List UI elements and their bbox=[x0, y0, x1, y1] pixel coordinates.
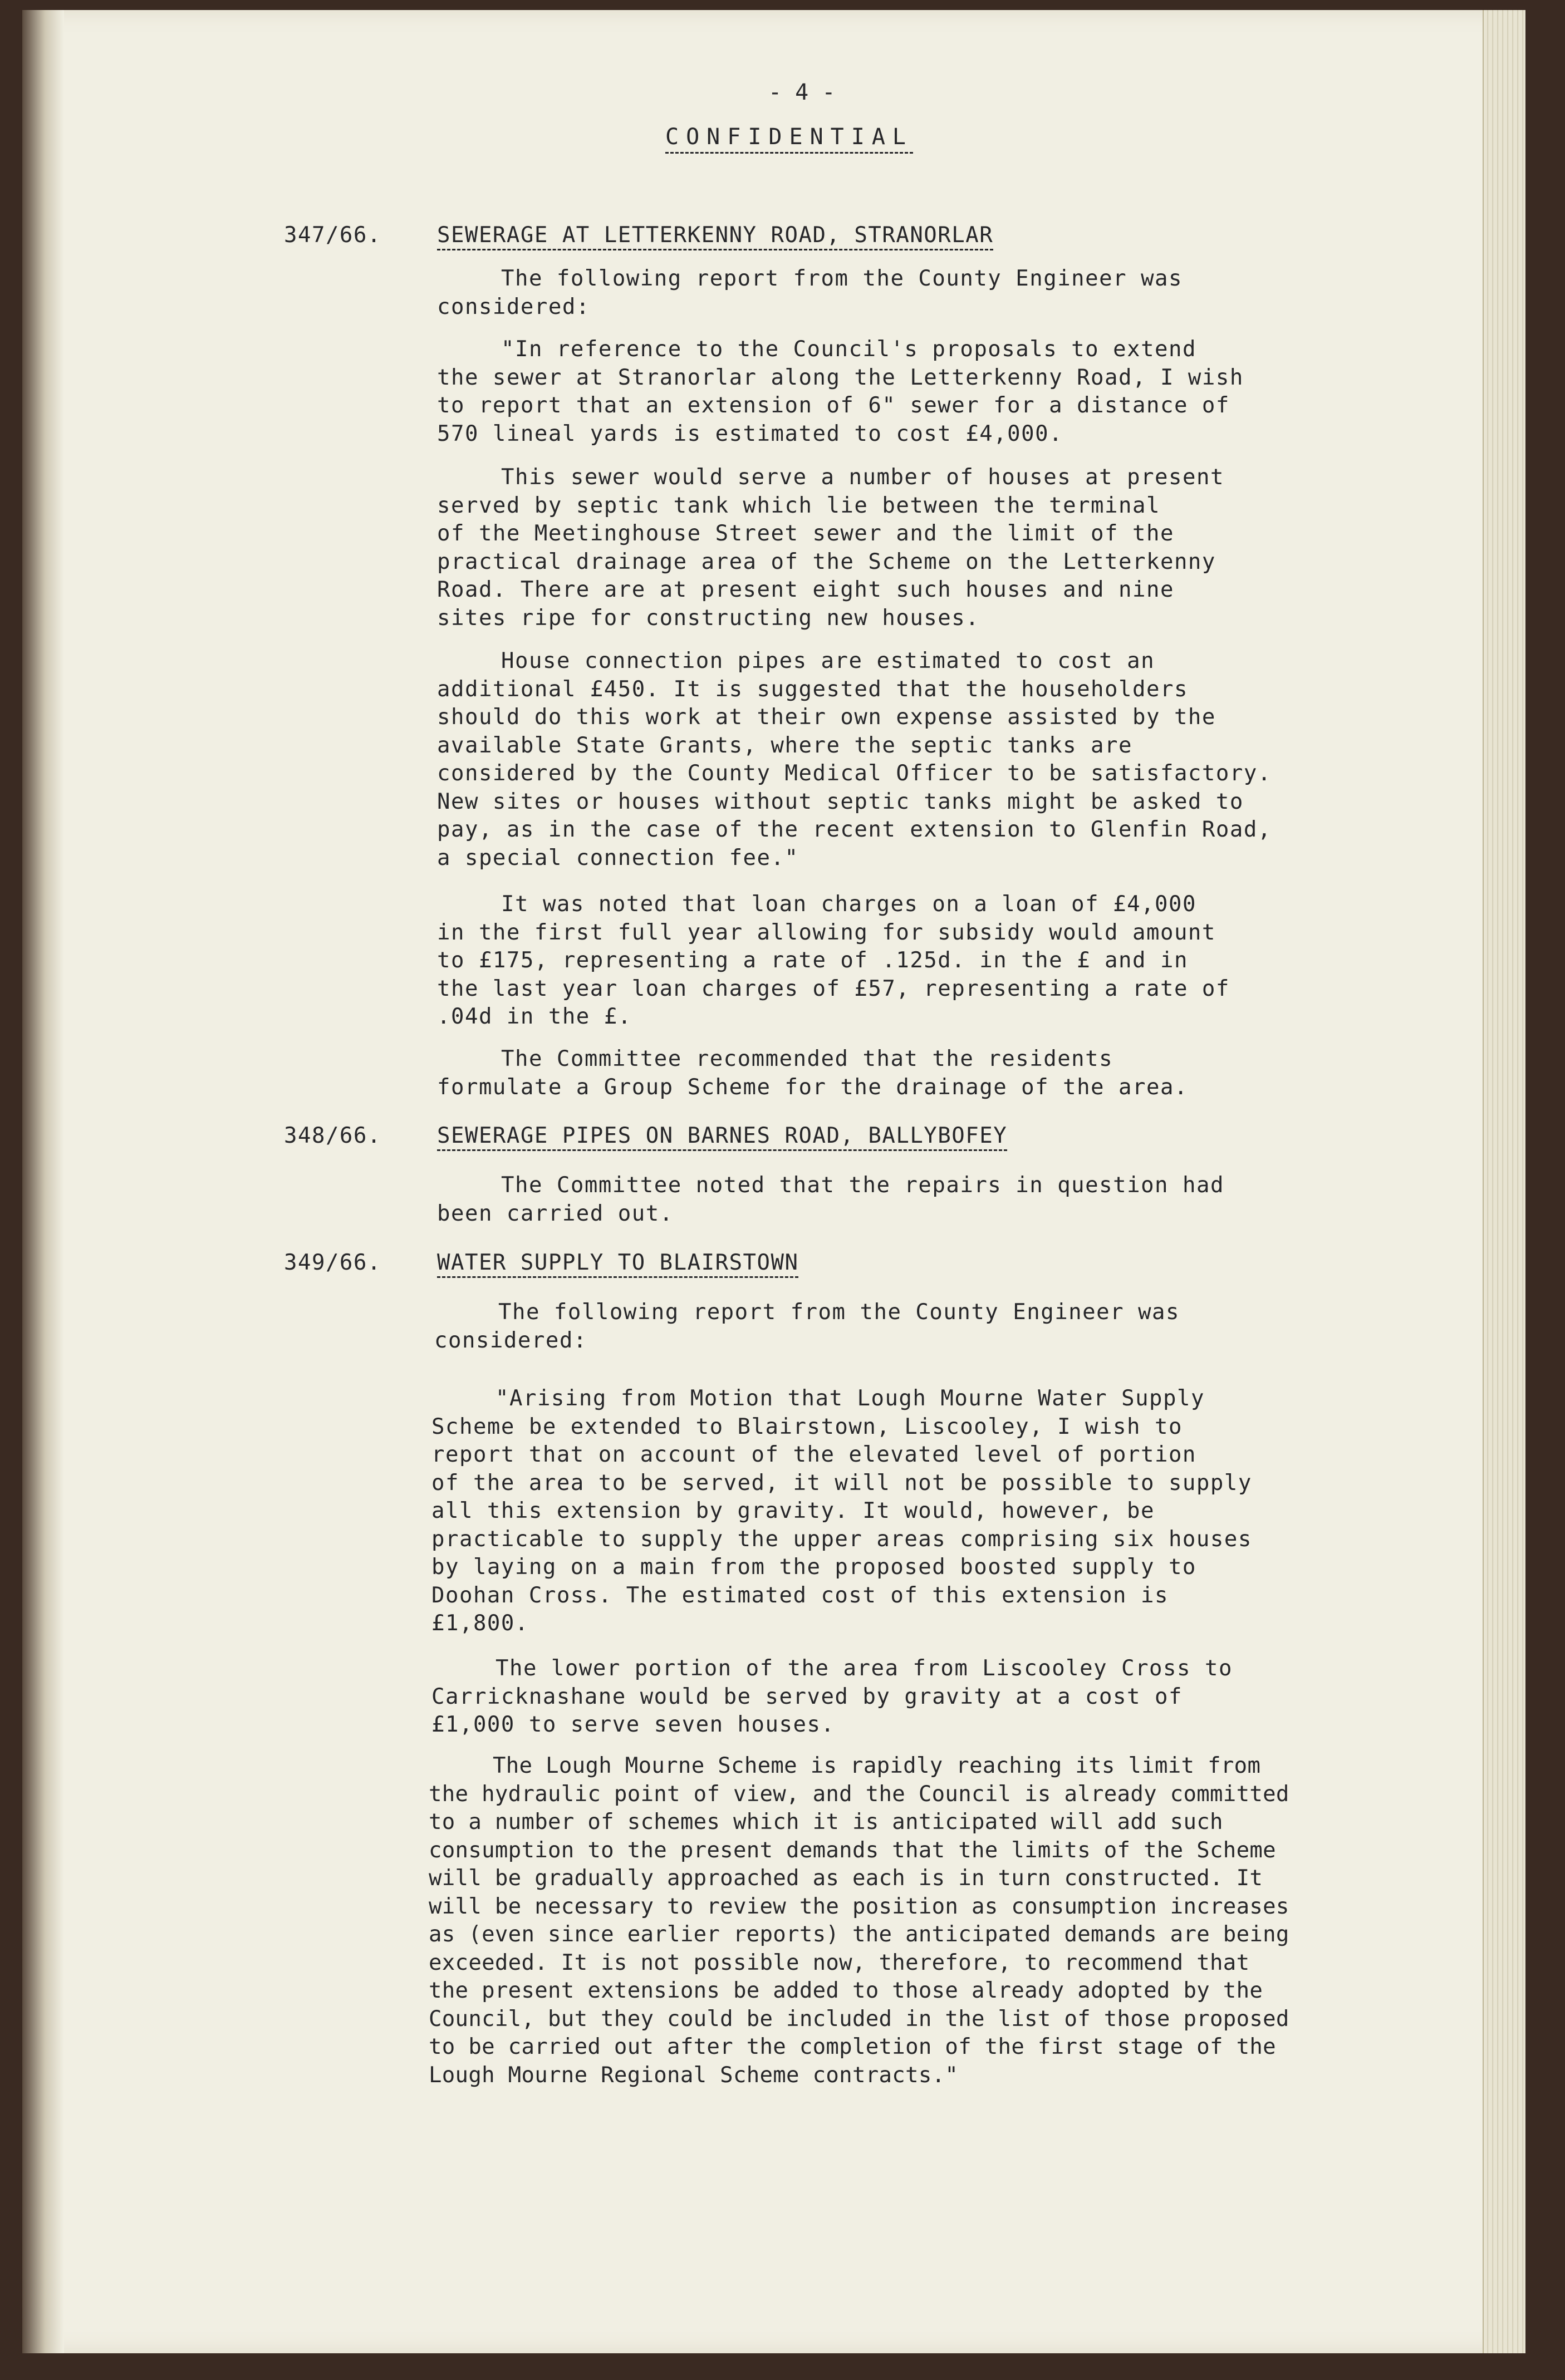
text-line: The following report from the County Engineer was bbox=[501, 266, 1183, 291]
text-line: consumption to the present demands that the limits of the Scheme bbox=[429, 1837, 1276, 1863]
text-line: served by septic tank which lie between the terminal bbox=[437, 493, 1160, 518]
text-line: "In reference to the Council's proposals to extend bbox=[501, 337, 1196, 362]
item-number: 347/66. bbox=[284, 223, 381, 248]
text-line: 570 lineal yards is estimated to cost £4,000. bbox=[437, 421, 1063, 446]
text-line: £1,000 to serve seven houses. bbox=[431, 1712, 835, 1737]
text-line: "Arising from Motion that Lough Mourne Water Supply bbox=[495, 1386, 1205, 1411]
paragraph bbox=[437, 1045, 1188, 1102]
text-line: considered by the County Medical Officer to be satisfactory. bbox=[437, 761, 1272, 786]
text-line: .04d in the £. bbox=[437, 1004, 632, 1029]
paragraph bbox=[437, 336, 1244, 448]
text-line: to report that an extension of 6" sewer for a distance of bbox=[437, 393, 1230, 418]
text-line: sites ripe for constructing new houses. bbox=[437, 605, 980, 631]
text-line: to be carried out after the completion of the first stage of the bbox=[429, 2034, 1276, 2059]
text-line: Doohan Cross. The estimated cost of this extension is bbox=[431, 1582, 1169, 1608]
page-number: - 4 - bbox=[768, 80, 836, 105]
text-line: Lough Mourne Regional Scheme contracts." bbox=[429, 2062, 959, 2088]
text-line: The Lough Mourne Scheme is rapidly reaching its limit from bbox=[493, 1753, 1261, 1778]
text-line: It was noted that loan charges on a loan of £4,000 bbox=[501, 892, 1196, 917]
text-line: report that on account of the elevated level of portion bbox=[431, 1442, 1196, 1467]
book-binding bbox=[22, 10, 64, 2353]
paragraph bbox=[437, 464, 1224, 632]
text-line: to a number of schemes which it is anticipated will add such bbox=[429, 1809, 1223, 1835]
paragraph bbox=[429, 1752, 1289, 2089]
text-line: practicable to supply the upper areas comprising six houses bbox=[431, 1526, 1252, 1552]
paragraph bbox=[437, 265, 1183, 321]
text-line: This sewer would serve a number of houses at present bbox=[501, 465, 1224, 490]
text-line: should do this work at their own expense assisted by the bbox=[437, 705, 1216, 730]
text-line: the hydraulic point of view, and the Council is already committed bbox=[429, 1781, 1289, 1807]
text-line: practical drainage area of the Scheme on the Letterkenny bbox=[437, 549, 1216, 574]
text-line: the last year loan charges of £57, representing a rate of bbox=[437, 976, 1230, 1001]
item-heading: SEWERAGE PIPES ON BARNES ROAD, BALLYBOFEY bbox=[437, 1123, 1007, 1151]
text-line: House connection pipes are estimated to cost an bbox=[501, 648, 1155, 673]
text-line: Council, but they could be included in the list of those proposed bbox=[429, 2006, 1289, 2032]
text-line: Road. There are at present eight such houses and nine bbox=[437, 577, 1174, 602]
text-line: £1,800. bbox=[431, 1611, 529, 1636]
text-line: will be necessary to review the position as consumption increases bbox=[429, 1894, 1289, 1919]
text-line: The following report from the County Engineer was bbox=[498, 1300, 1180, 1325]
text-line: a special connection fee." bbox=[437, 845, 799, 871]
text-line: available State Grants, where the septic tanks are bbox=[437, 732, 1132, 758]
text-line: of the area to be served, it will not be possible to supply bbox=[431, 1470, 1252, 1496]
text-line: the present extensions be added to those already adopted by the bbox=[429, 1978, 1263, 2003]
paragraph bbox=[431, 1385, 1252, 1638]
paragraph bbox=[431, 1655, 1233, 1739]
text-line: The Committee noted that the repairs in question had bbox=[501, 1173, 1224, 1198]
paragraph bbox=[434, 1299, 1180, 1355]
text-line: to £175, representing a rate of .125d. in the £ and in bbox=[437, 948, 1188, 973]
paragraph bbox=[437, 1172, 1224, 1228]
text-line: exceeded. It is not possible now, therefore, to recommend that bbox=[429, 1950, 1250, 1975]
text-line: all this extension by gravity. It would, however, be bbox=[431, 1498, 1155, 1523]
paragraph bbox=[437, 647, 1272, 872]
page-edges bbox=[1483, 10, 1525, 2353]
text-line: additional £450. It is suggested that the householders bbox=[437, 676, 1188, 702]
text-line: will be gradually approached as each is in turn constructed. It bbox=[429, 1866, 1263, 1891]
text-line: considered: bbox=[437, 294, 590, 319]
text-line: been carried out. bbox=[437, 1201, 674, 1226]
item-heading: WATER SUPPLY TO BLAIRSTOWN bbox=[437, 1250, 798, 1278]
text-line: considered: bbox=[434, 1327, 587, 1353]
text-line: as (even since earlier reports) the anticipated demands are being bbox=[429, 1922, 1289, 1947]
text-line: The Committee recommended that the residents bbox=[501, 1046, 1113, 1071]
item-number: 348/66. bbox=[284, 1123, 381, 1148]
text-line: Scheme be extended to Blairstown, Liscooley, I wish to bbox=[431, 1414, 1183, 1439]
document-page bbox=[22, 10, 1525, 2353]
paragraph bbox=[437, 891, 1230, 1031]
confidential-heading: CONFIDENTIAL bbox=[665, 124, 913, 154]
text-line: by laying on a main from the proposed boosted supply to bbox=[431, 1555, 1196, 1580]
text-line: in the first full year allowing for subsidy would amount bbox=[437, 919, 1216, 945]
text-line: The lower portion of the area from Liscooley Cross to bbox=[495, 1656, 1233, 1681]
item-heading: SEWERAGE AT LETTERKENNY ROAD, STRANORLAR bbox=[437, 223, 993, 250]
text-line: New sites or houses without septic tanks might be asked to bbox=[437, 789, 1244, 814]
item-number: 349/66. bbox=[284, 1250, 381, 1275]
text-line: Carricknashane would be served by gravity at a cost of bbox=[431, 1684, 1183, 1709]
text-line: formulate a Group Scheme for the drainage of the area. bbox=[437, 1074, 1188, 1100]
text-line: pay, as in the case of the recent extension to Glenfin Road, bbox=[437, 817, 1272, 842]
text-line: of the Meetinghouse Street sewer and the limit of the bbox=[437, 521, 1174, 546]
text-line: the sewer at Stranorlar along the Letterkenny Road, I wish bbox=[437, 365, 1244, 390]
